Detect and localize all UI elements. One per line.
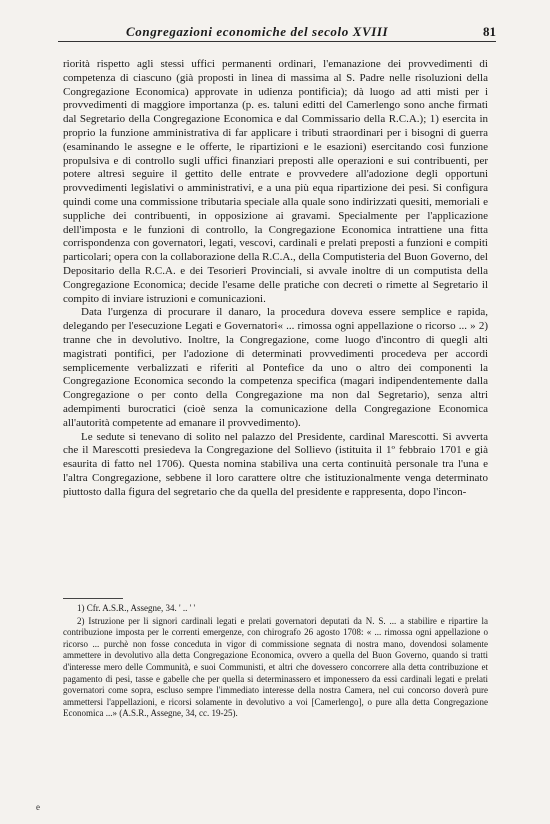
running-title: Congregazioni economiche del secolo XVIII [126,24,389,39]
body-text [63,58,488,500]
footnote-1: 1) Cfr. A.S.R., Assegne, 34. ' .. ' ' [77,603,196,613]
footnote-rule [63,598,123,599]
paragraph-2: Data l'urgenza di procurare il danaro, la procedura doveva essere semplice e rapida, delegando per l'esecuzione Legati e Governatori« ... rimossa ogni appellazione o ricorso ... » 2) tranne che in devolutivo. Inoltre, la Congregazione, come luogo d'incontro di quegli alti magistrati pontifici, per l'adozione di determinati provvedimenti procedeva per accordi semplicemente verbalizzati e riferiti al Pontefice da uno o altro dei componenti la Congregazione Economica secondo la competenza specifica (magari indipendentemente dalla Congregazione o per conto della Congregazione ma non dal Segretario), senza altri adempimenti burocratici (cioè senza la comunicazione della Congregazione Economica all'autorità competente ad emanare il provvedimento). [63,306,488,429]
header-rule [58,41,496,42]
paragraph-3: Le sedute si tenevano di solito nel palazzo del Presidente, cardinal Marescotti. Si avverta che il Marescotti presiedeva la Congregazione del Sollievo (istituita il 1º febbraio 1701 e già esaurita di fatto nel 1706). Questa nomina stabiliva una certa continuità personale tra l'una e l'altra Congregazione, sebbene il loro carattere oltre che istituzionalmente venga determinato piuttosto dalla figura del segretario che da quella del presidente e rappresenta, dopo l'incon- [63,430,488,498]
margin-mark: e [36,802,40,812]
footnote-2: 2) Istruzione per li signori cardinali legati e prelati governatori deputati da N. S. ... a stabilire e ripartire la contribuzione imposta per le correnti emergenze, con chirografo 26 agosto 1708: « ... rimossa ogni appellazione o ricorso ... purchè non fosse conceduta in vigor di commissione segnata di nostra mano, dovendosi solamente ammettere in devolutivo alla detta Congregazione Economica, ovvero a quella del Buon Governo, quando si tratti d'interesse mero delle Communità, e suoi Communisti, et altri che dovessero concorrere alla detta contribuzione et pagamento di pesi, tasse e gabelle che per quella si determinassero et imponessero da essi cardinali legati e prelati governatori come sopra, escluso sempre l'immediato interesse della nostra Camera, nel cui concorso doverà pure ammettersi l'appellazioni, e ricorsi solamente in devolutivo a voi [Camerlengo], o pure alla detta Congregazione Economica ...» (A.S.R., Assegne, 34, cc. 19-25). [63,615,488,719]
page-number: 81 [483,24,496,39]
page-header [58,22,496,42]
footnotes [63,603,488,720]
paragraph-1: riorità rispetto agli stessi uffici permanenti ordinari, l'emanazione dei provvedimenti di competenza di ciascuno (già proposti in linea di massima al S. Padre nelle risoluzioni della Congregazione Economica) approvate in udienza pontificia); dà luogo ad atti misti per i provvedimenti di maggiore importanza (p. es. taluni editti del Camerlengo sono anche firmati dal Segretario della Congregazione Economica e dal Commissario della R.C.A.); 1) esercita in proprio la funzione amministrativa di far applicare i tributi straordinari per i bisogni di guerra (esaminando le assegne e le offerte, le ripartizioni e le esazioni) esercitando così funzione propulsiva e di controllo sugli uffici finanziari preposti alle operazioni e sui contribuenti, per potere altresì seguire il gettito delle entrate e provvedere all'adozione degli opportuni provvedimenti legislativi o amministrativi, e a una più equa ripartizione dei pesi. Si configura quindi come una commissione tributaria speciale alla quale sono indirizzati quesiti, memoriali e suppliche dei contribuenti, in opposizione ai gravami. Specialmente per l'applicazione dell'imposta e le funzioni di controllo, la Congregazione Economica intrattiene una fitta corrispondenza con governatori, legati, vescovi, cardinali e prelati preposti a funzioni e compiti particolari; opera con la collaborazione della R.C.A., della Computisteria del Buon Governo, del Depositario della R.C.A. e dei Tesorieri Provinciali, si avvale inoltre di un computista della Congregazione Economica; decide l'esame delle pratiche con decreti o rimette al Segretario il compito di inviare istruzioni e comunicazioni. [63,58,488,305]
